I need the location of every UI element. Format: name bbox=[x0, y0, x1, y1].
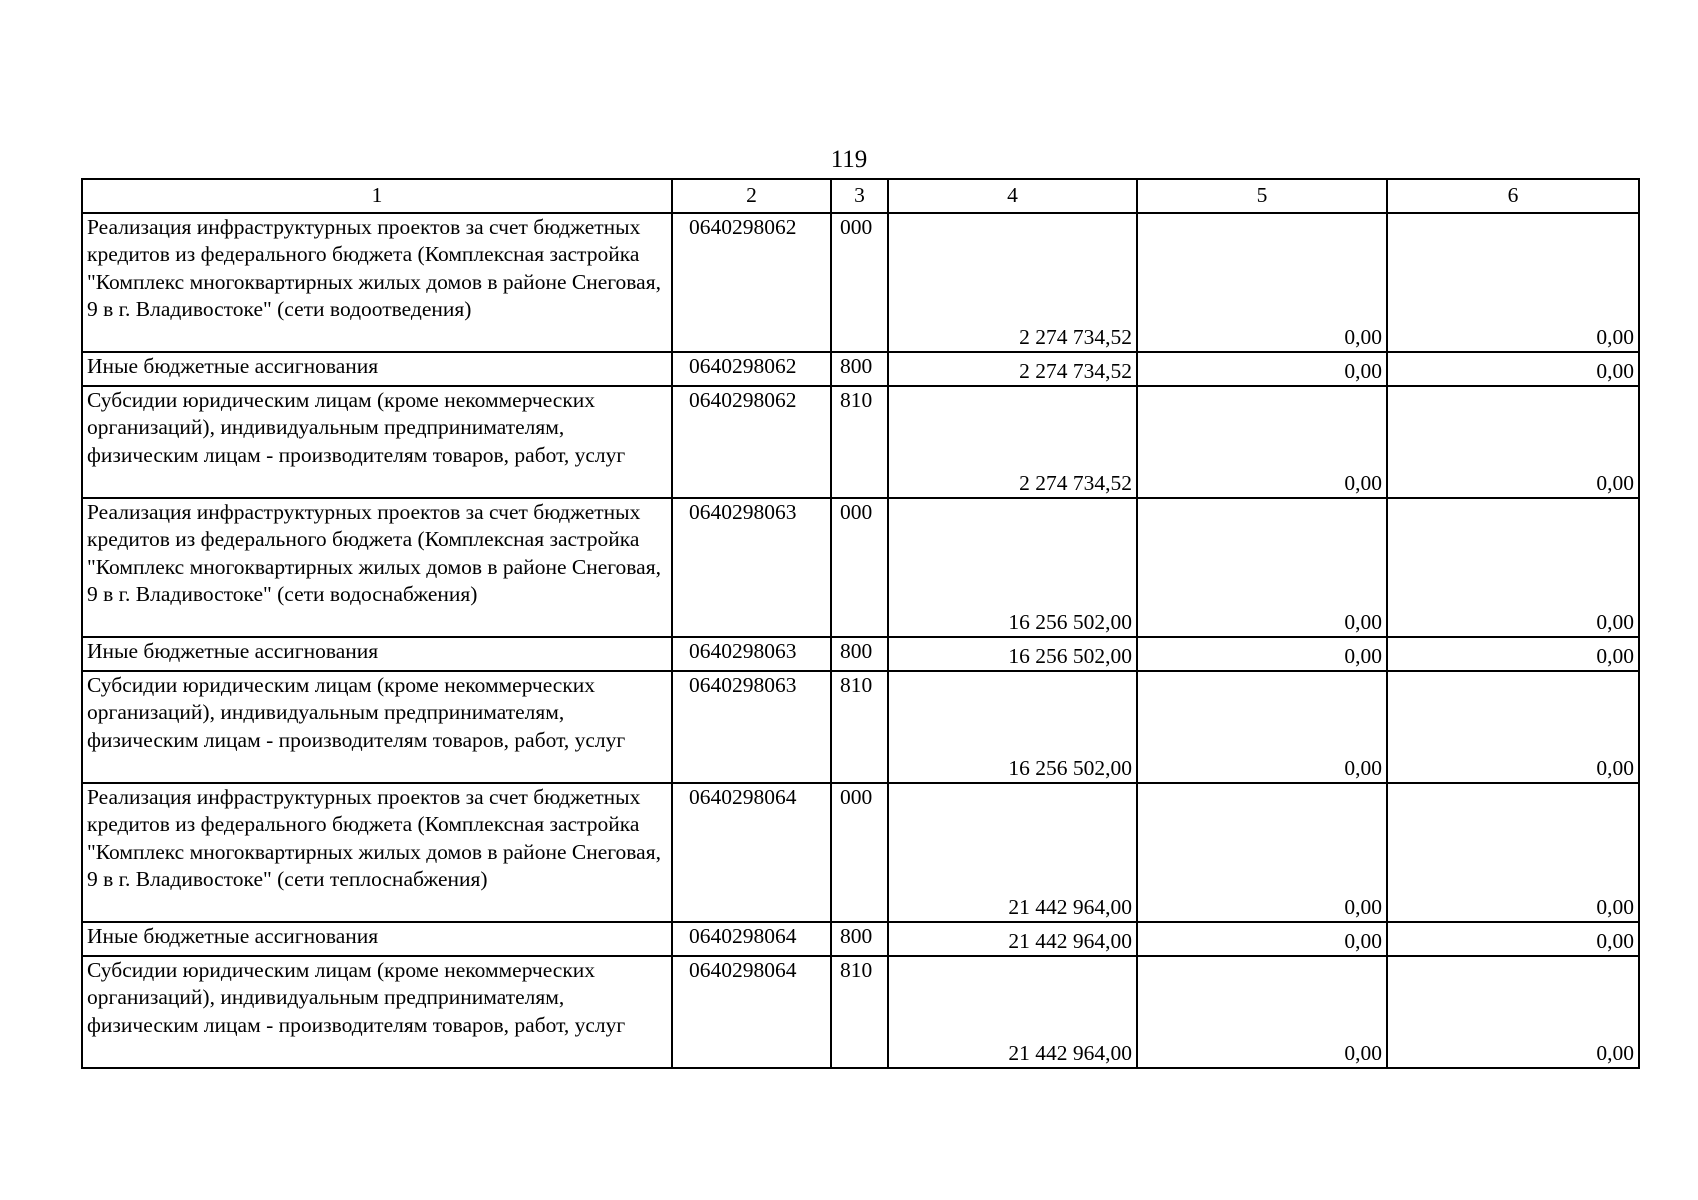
table-row bbox=[82, 386, 1639, 498]
row-name: Субсидии юридическим лицам (кроме некоммерческих организаций), индивидуальным предпринимателям, физическим лицам - производителям товаров, работ, услуг bbox=[82, 956, 672, 1068]
row-value-6: 0,00 bbox=[1387, 352, 1639, 386]
row-value-4: 2 274 734,52 bbox=[888, 213, 1137, 352]
column-header: 2 bbox=[672, 179, 831, 213]
row-kind: 810 bbox=[831, 386, 888, 498]
row-value-5: 0,00 bbox=[1137, 386, 1387, 498]
row-value-4: 16 256 502,00 bbox=[888, 671, 1137, 783]
table-row bbox=[82, 956, 1639, 1068]
row-kind: 000 bbox=[831, 783, 888, 922]
row-value-5: 0,00 bbox=[1137, 213, 1387, 352]
row-value-5: 0,00 bbox=[1137, 498, 1387, 637]
table-row bbox=[82, 783, 1639, 922]
row-kind: 000 bbox=[831, 213, 888, 352]
row-value-5: 0,00 bbox=[1137, 783, 1387, 922]
row-code: 0640298063 bbox=[672, 671, 831, 783]
row-name: Субсидии юридическим лицам (кроме некоммерческих организаций), индивидуальным предпринимателям, физическим лицам - производителям товаров, работ, услуг bbox=[82, 386, 672, 498]
table-row bbox=[82, 213, 1639, 352]
row-value-4: 2 274 734,52 bbox=[888, 386, 1137, 498]
row-code: 0640298062 bbox=[672, 213, 831, 352]
row-value-6: 0,00 bbox=[1387, 956, 1639, 1068]
row-value-5: 0,00 bbox=[1137, 637, 1387, 671]
row-value-5: 0,00 bbox=[1137, 956, 1387, 1068]
row-kind: 000 bbox=[831, 498, 888, 637]
column-header: 1 bbox=[82, 179, 672, 213]
row-value-6: 0,00 bbox=[1387, 671, 1639, 783]
row-name: Реализация инфраструктурных проектов за счет бюджетных кредитов из федерального бюджета (Комплексная застройка "Комплекс многоквартирных жилых домов в районе Снеговая, 9 в г. Владивостоке" (сети водоснабжения) bbox=[82, 498, 672, 637]
table-row bbox=[82, 498, 1639, 637]
row-kind: 800 bbox=[831, 922, 888, 956]
row-code: 0640298062 bbox=[672, 352, 831, 386]
row-name: Субсидии юридическим лицам (кроме некоммерческих организаций), индивидуальным предпринимателям, физическим лицам - производителям товаров, работ, услуг bbox=[82, 671, 672, 783]
row-code: 0640298064 bbox=[672, 922, 831, 956]
row-name: Реализация инфраструктурных проектов за счет бюджетных кредитов из федерального бюджета (Комплексная застройка "Комплекс многоквартирных жилых домов в районе Снеговая, 9 в г. Владивостоке" (сети водоотведения) bbox=[82, 213, 672, 352]
row-kind: 800 bbox=[831, 637, 888, 671]
row-code: 0640298064 bbox=[672, 956, 831, 1068]
row-name: Реализация инфраструктурных проектов за счет бюджетных кредитов из федерального бюджета (Комплексная застройка "Комплекс многоквартирных жилых домов в районе Снеговая, 9 в г. Владивостоке" (сети теплоснабжения) bbox=[82, 783, 672, 922]
row-value-4: 16 256 502,00 bbox=[888, 637, 1137, 671]
row-value-6: 0,00 bbox=[1387, 783, 1639, 922]
row-value-5: 0,00 bbox=[1137, 922, 1387, 956]
row-kind: 810 bbox=[831, 671, 888, 783]
row-value-4: 16 256 502,00 bbox=[888, 498, 1137, 637]
row-kind: 810 bbox=[831, 956, 888, 1068]
row-value-4: 2 274 734,52 bbox=[888, 352, 1137, 386]
row-value-5: 0,00 bbox=[1137, 671, 1387, 783]
row-code: 0640298063 bbox=[672, 498, 831, 637]
table-row bbox=[82, 671, 1639, 783]
row-value-4: 21 442 964,00 bbox=[888, 956, 1137, 1068]
row-value-6: 0,00 bbox=[1387, 922, 1639, 956]
row-name: Иные бюджетные ассигнования bbox=[82, 922, 672, 956]
row-code: 0640298063 bbox=[672, 637, 831, 671]
row-value-4: 21 442 964,00 bbox=[888, 783, 1137, 922]
row-name: Иные бюджетные ассигнования bbox=[82, 352, 672, 386]
table-row bbox=[82, 922, 1639, 956]
row-value-6: 0,00 bbox=[1387, 386, 1639, 498]
row-value-4: 21 442 964,00 bbox=[888, 922, 1137, 956]
row-value-6: 0,00 bbox=[1387, 213, 1639, 352]
row-code: 0640298064 bbox=[672, 783, 831, 922]
budget-table bbox=[81, 178, 1640, 1069]
row-value-6: 0,00 bbox=[1387, 498, 1639, 637]
row-kind: 800 bbox=[831, 352, 888, 386]
table-row bbox=[82, 637, 1639, 671]
column-header: 3 bbox=[831, 179, 888, 213]
column-header: 5 bbox=[1137, 179, 1387, 213]
row-value-6: 0,00 bbox=[1387, 637, 1639, 671]
column-header: 6 bbox=[1387, 179, 1639, 213]
page-number: 119 bbox=[830, 146, 868, 173]
table-row bbox=[82, 352, 1639, 386]
row-code: 0640298062 bbox=[672, 386, 831, 498]
table-header-row bbox=[82, 179, 1639, 213]
column-header: 4 bbox=[888, 179, 1137, 213]
row-value-5: 0,00 bbox=[1137, 352, 1387, 386]
row-name: Иные бюджетные ассигнования bbox=[82, 637, 672, 671]
